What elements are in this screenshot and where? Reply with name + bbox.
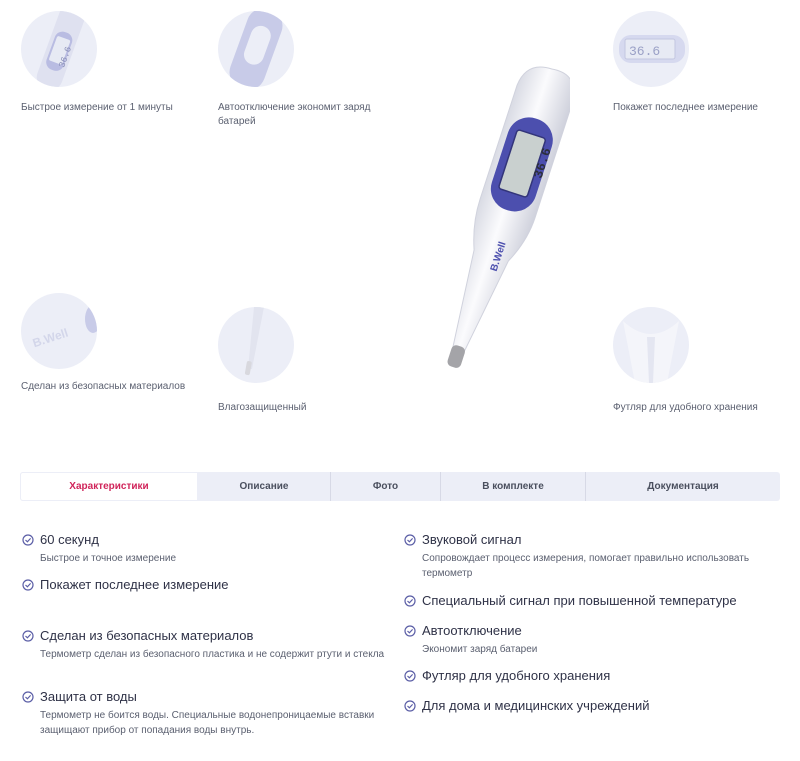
spec-title: 60 секунд <box>40 532 99 547</box>
tab-description[interactable]: Описание <box>198 472 331 501</box>
spec-title: Для дома и медицинских учреждений <box>422 698 650 713</box>
spec-item <box>22 689 392 738</box>
feature-caption: Покажет последнее измерение <box>613 102 758 113</box>
spec-description: Сопровождает процесс измерения, помогает правильно использовать термометр <box>422 553 750 579</box>
check-circle-icon <box>22 630 34 642</box>
feature-caption: Влагозащищенный <box>218 402 307 413</box>
thumb-display-text: 36.6 <box>629 44 661 59</box>
spec-title: Покажет последнее измерение <box>40 577 229 592</box>
feature-last-measurement <box>613 11 793 115</box>
thermometer-tip-thumbnail <box>218 307 294 383</box>
spec-item <box>22 532 392 566</box>
spec-description: Термометр сделан из безопасного пластика и не содержит ртути и стекла <box>40 649 385 660</box>
check-circle-icon <box>22 534 34 546</box>
metal-tip <box>446 344 466 369</box>
case-thumbnail <box>613 307 689 383</box>
check-circle-icon <box>404 700 416 712</box>
product-tabs <box>20 472 780 501</box>
svg-text:B.Well: B.Well <box>30 325 70 351</box>
spec-title: Сделан из безопасных материалов <box>40 628 254 643</box>
spec-title: Футляр для удобного хранения <box>422 668 611 683</box>
spec-description: Экономит заряд батареи <box>422 644 538 655</box>
feature-caption: Сделан из безопасных материалов <box>21 381 186 392</box>
spec-item <box>22 628 392 662</box>
feature-waterproof <box>218 307 398 415</box>
feature-safe-materials <box>21 293 201 394</box>
check-circle-icon <box>404 670 416 682</box>
check-circle-icon <box>404 595 416 607</box>
feature-case <box>613 307 793 415</box>
feature-fast-measurement <box>21 11 201 115</box>
spec-description: Термометр не боится воды. Специальные водонепроницаемые вставки защищают прибор от попадания воды внутрь. <box>40 710 375 736</box>
tab-characteristics[interactable]: Характеристики <box>20 472 198 501</box>
check-circle-icon <box>22 691 34 703</box>
brand-logo: B.Well <box>488 240 509 273</box>
spec-item <box>404 593 774 609</box>
check-circle-icon <box>22 579 34 591</box>
spec-item <box>404 623 774 657</box>
feature-caption: Быстрое измерение от 1 минуты <box>21 102 173 113</box>
tab-in-box[interactable]: В комплекте <box>441 472 586 501</box>
thumb-display-text: 36.6 <box>57 45 75 70</box>
spec-item <box>404 668 774 684</box>
spec-item <box>404 532 774 581</box>
tab-documentation[interactable]: Документация <box>647 481 719 492</box>
feature-caption: Автоотключение экономит заряд батарей <box>218 102 371 127</box>
thermometer-window-thumbnail <box>218 11 294 87</box>
spec-title: Защита от воды <box>40 689 137 704</box>
lcd-display-thumbnail <box>613 11 689 87</box>
spec-item <box>22 577 392 593</box>
thermometer-product-image <box>400 60 570 390</box>
check-circle-icon <box>404 534 416 546</box>
spec-description: Быстрое и точное измерение <box>40 553 177 564</box>
tab-photo[interactable]: Фото <box>331 472 441 501</box>
check-circle-icon <box>404 625 416 637</box>
spec-title: Специальный сигнал при повышенной температуре <box>422 593 737 608</box>
feature-caption: Футляр для удобного хранения <box>613 402 758 413</box>
thermometer-display-thumbnail <box>21 11 97 87</box>
brand-logo-thumbnail <box>21 293 97 369</box>
feature-auto-off <box>218 11 398 129</box>
spec-item <box>404 698 774 714</box>
spec-title: Автоотключение <box>422 623 522 638</box>
spec-title: Звуковой сигнал <box>422 532 522 547</box>
hero-display-text: 36.6 <box>530 146 555 181</box>
